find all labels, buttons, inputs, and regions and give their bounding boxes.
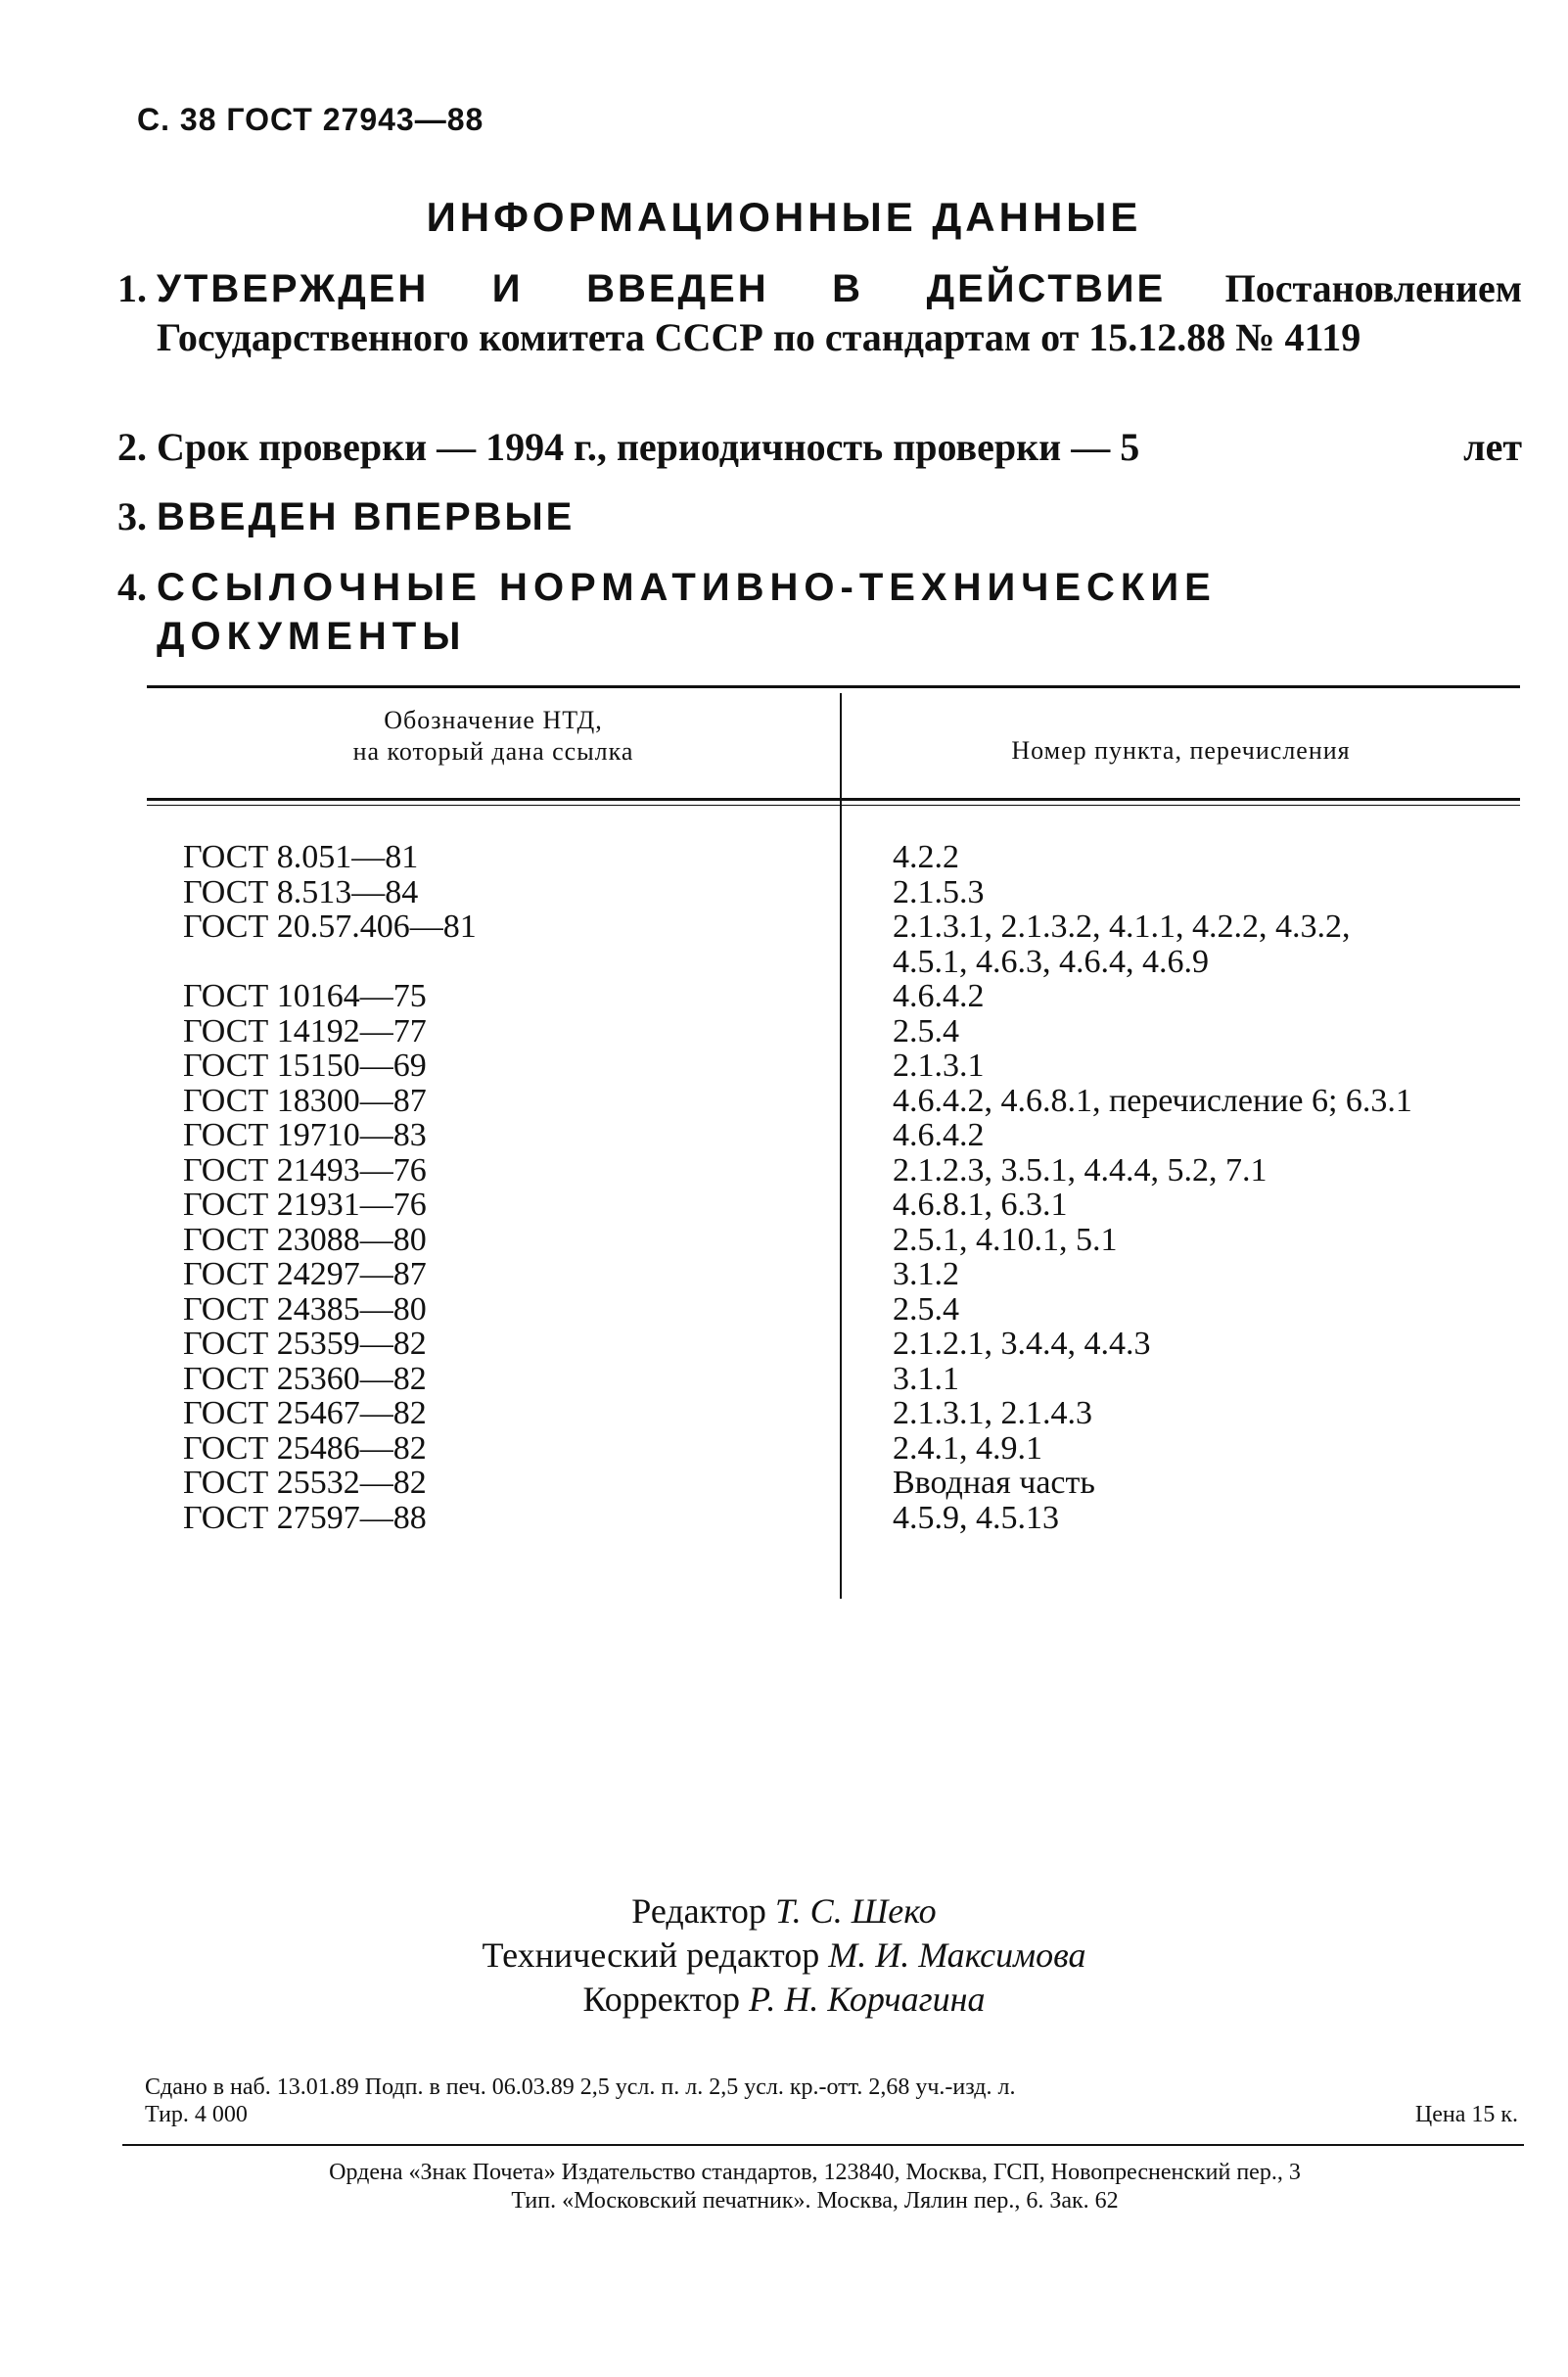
table-cell-doc: ГОСТ 14192—77 [183,1012,427,1049]
table-cell-ref: 4.6.4.2 [893,1117,985,1153]
print-run: Тир. 4 000 [145,2102,248,2127]
table-top-rule [147,685,1520,688]
table-cell-doc: ГОСТ 25359—82 [183,1326,427,1362]
table-cell-ref: 2.1.3.1, 2.1.4.3 [893,1395,1092,1431]
table-cell-doc [183,945,477,980]
table-column-clauses [893,840,1412,1535]
table-cell-ref: 2.5.1, 4.10.1, 5.1 [893,1221,1118,1258]
table-cell-ref: 2.5.4 [893,1290,959,1328]
credit-editor: Редактор Т. С. Шеко [631,1891,937,1931]
table-cell-doc: ГОСТ 25467—82 [183,1395,427,1431]
table-cell-doc: ГОСТ 27597—88 [183,1499,427,1536]
item-text: Постановлением Государственного комитета СССР по стандартам от 15.12.88 № 4119 [157,266,1523,359]
item-number: 3. [117,494,147,538]
table-cell-ref: 4.6.4.2 [893,978,985,1014]
table-cell-ref: 2.1.2.1, 3.4.4, 4.4.3 [893,1326,1151,1362]
item-number: 4. [117,565,147,609]
table-cell-doc: ГОСТ 10164—75 [183,978,427,1014]
table-header-rule-thin [147,805,1520,806]
table-cell-ref: 2.5.4 [893,1012,959,1049]
table-cell-doc: ГОСТ 19710—83 [183,1117,427,1153]
info-item-2 [117,423,1522,472]
table-cell-ref: 2.1.3.1 [893,1048,985,1084]
credit-corrector: Корректор Р. Н. Корчагина [582,1980,986,2019]
imprint-rule [122,2144,1524,2146]
publisher-block [98,2159,1532,2215]
table-cell-ref: 2.1.2.3, 3.5.1, 4.4.4, 5.2, 7.1 [893,1151,1268,1188]
info-item-3 [117,492,1522,541]
table-cell-ref: 4.6.4.2, 4.6.8.1, перечисление 6; 6.3.1 [893,1082,1412,1119]
page-header: С. 38 ГОСТ 27943—88 [137,102,484,137]
table-cell-doc: ГОСТ 25360—82 [183,1360,427,1397]
info-item-4 [117,563,1522,661]
table-cell-ref: 3.1.2 [893,1256,959,1292]
imprint-block [145,2074,1518,2128]
item-text: Срок проверки — 1994 г., периодичность проверки — 5 [157,425,1140,469]
table-column-divider [840,693,842,1599]
table-cell-doc: ГОСТ 25486—82 [183,1429,427,1467]
table-cell-ref: Вводная часть [893,1465,1095,1501]
table-column-documents [183,840,477,1535]
item-heading: ВВЕДЕН ВПЕРВЫЕ [157,495,576,538]
item-heading: ССЫЛОЧНЫЕ НОРМАТИВНО-ТЕХНИЧЕСКИЕ ДОКУМЕНТЫ [157,566,1217,658]
table-cell-ref: 4.5.1, 4.6.3, 4.6.4, 4.6.9 [893,943,1209,980]
item-text-end: лет [1463,425,1522,469]
table-header-document: Обозначение НТД, на который дана ссылка [352,706,634,766]
table-cell-doc: ГОСТ 20.57.406—81 [183,909,477,945]
table-header-rule [147,798,1520,801]
table-cell-doc: ГОСТ 15150—69 [183,1048,427,1084]
table-cell-ref: 4.6.8.1, 6.3.1 [893,1187,1068,1223]
table-cell-doc: ГОСТ 8.051—81 [183,839,419,875]
item-number: 1. [117,266,147,310]
table-cell-doc: ГОСТ 24297—87 [183,1256,427,1292]
table-cell-doc: ГОСТ 24385—80 [183,1290,427,1328]
item-heading: УТВЕРЖДЕН И ВВЕДЕН В ДЕЙСТВИЕ [157,267,1167,310]
table-cell-doc: ГОСТ 21931—76 [183,1187,427,1223]
credits [0,1889,1568,2022]
table-cell-ref: 2.1.5.3 [893,873,985,910]
table-cell-ref: 2.1.3.1, 2.1.3.2, 4.1.1, 4.2.2, 4.3.2, [893,909,1351,945]
table-header-clause: Номер пункта, перечисления [1011,736,1351,765]
table-cell-doc: ГОСТ 23088—80 [183,1221,427,1258]
table-cell-doc: ГОСТ 8.513—84 [183,873,419,910]
credit-tech-editor: Технический редактор М. И. Максимова [482,1935,1086,1975]
table-cell-doc: ГОСТ 25532—82 [183,1465,427,1501]
publisher-line-1: Ордена «Знак Почета» Издательство стандартов, 123840, Москва, ГСП, Новопресненский пер., 3 [329,2160,1301,2185]
table-cell-ref: 4.5.9, 4.5.13 [893,1499,1059,1536]
table-cell-doc: ГОСТ 21493—76 [183,1151,427,1188]
imprint-line-1: Сдано в наб. 13.01.89 Подп. в печ. 06.03.89 2,5 усл. п. л. 2,5 усл. кр.-отт. 2,68 уч.-изд. л. [145,2074,1016,2100]
publisher-line-2: Тип. «Московский печатник». Москва, Лялин пер., 6. Зак. 62 [511,2188,1119,2214]
item-number: 2. [117,425,147,469]
info-item-1 [117,264,1523,362]
table-cell-doc: ГОСТ 18300—87 [183,1082,427,1119]
price: Цена 15 к. [1414,2102,1518,2127]
page-title: ИНФОРМАЦИОННЫЕ ДАННЫЕ [426,194,1142,240]
table-cell-ref: 3.1.1 [893,1360,959,1397]
table-cell-ref: 2.4.1, 4.9.1 [893,1429,1042,1467]
table-cell-ref: 4.2.2 [893,839,959,875]
